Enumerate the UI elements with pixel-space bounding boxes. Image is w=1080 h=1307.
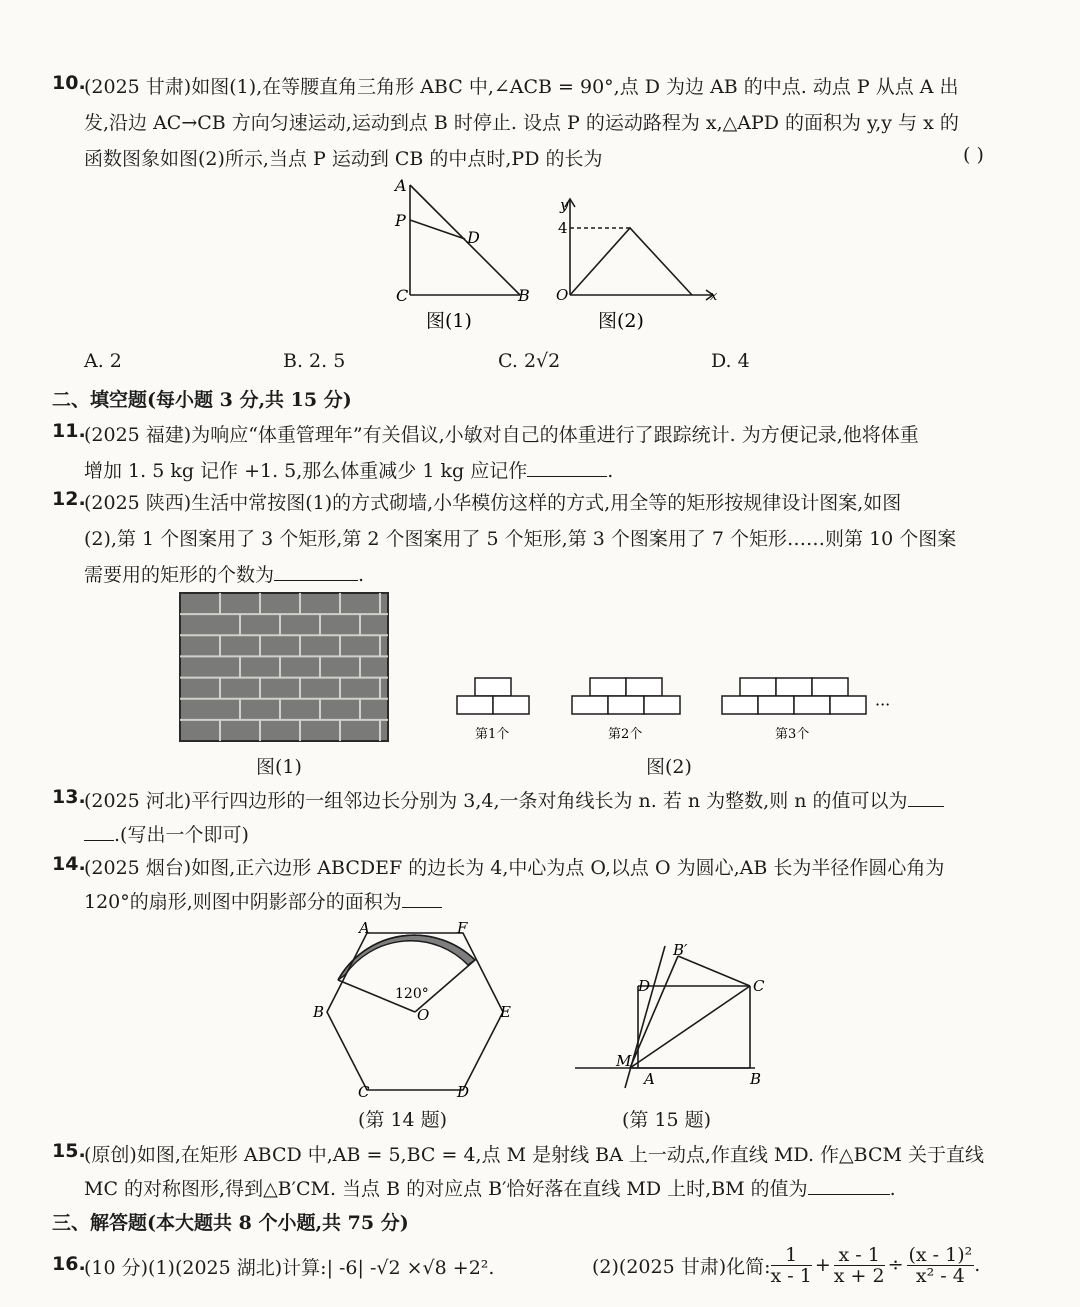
label-f: F [457,919,468,937]
q15-caption: (第 15 题) [622,1109,712,1131]
fraction-2-denominator: x + 2 [833,1264,885,1287]
label-c: C [753,977,765,995]
label-o: O [417,1006,430,1024]
function-graph [570,228,692,295]
q13-line2: .(写出一个即可) [114,824,249,846]
q15-number: 15. [52,1140,86,1162]
q16-number: 16. [52,1253,86,1275]
pattern3-bottom-rect [794,696,830,714]
fraction-3-denominator: x² - 4 [915,1264,965,1287]
pattern2-label: 第2个 [608,727,643,742]
pattern3-bottom-rect [830,696,866,714]
q10-answer-paren: ( ) [963,144,984,166]
q10-line1: (2025 甘肃)如图(1),在等腰直角三角形 ABC 中,∠ACB = 90°,点 D 为边 AB 的中点. 动点 P 从点 A 出 [84,76,959,98]
q10-number: 10. [52,72,86,94]
fraction-1-denominator: x - 1 [770,1264,812,1287]
q13-line1-wrap [84,786,944,813]
axis-x-label: x [710,289,718,304]
label-b: B [750,1070,762,1088]
q15-line2: MC 的对称图形,得到△B′CM. 当点 B 的对应点 B′恰好落在直线 MD 上时,BM 的值为 [84,1178,808,1200]
pattern3-label: 第3个 [775,727,810,742]
label-d: D [457,1083,470,1101]
q15-line1: (原创)如图,在矩形 ABCD 中,AB = 5,BC = 4,点 M 是射线 BA 上一动点,作直线 MD. 作△BCM 关于直线 [84,1144,985,1166]
q12-line1: (2025 陕西)生活中常按图(1)的方式砌墙,小华模仿这样的方式,用全等的矩形按规律设计图案,如图 [84,492,902,514]
label-a: A [644,1070,655,1088]
pattern3-bottom-rect [722,696,758,714]
fraction-1 [771,1245,812,1286]
label-b: B [518,286,530,305]
pattern2-top-rect [590,678,626,696]
side-ab [410,185,520,295]
pattern3-bottom-rect [758,696,794,714]
pattern2-bottom-rect [608,696,644,714]
pattern2-bottom-rect [572,696,608,714]
q14-line1: (2025 烟台)如图,正六边形 ABCDEF 的边长为 4,中心为点 O,以点 O 为圆心,AB 长为半径作圆心角为 [84,857,945,879]
pattern2-bottom-rect [644,696,680,714]
label-a: A [395,176,407,195]
q12-line3: 需要用的矩形的个数为 [84,564,275,586]
divide-sign: ÷ [887,1254,904,1276]
q12-line3-wrap [84,560,364,587]
label-d: D [467,228,480,247]
q11-line1: (2025 福建)为响应“体重管理年”有关倡议,小敏对自己的体重进行了跟踪统计. 为方便记录,他将体重 [84,424,919,446]
pattern1-bottom-rect [493,696,529,714]
q15-end: . [889,1178,896,1200]
tick-4-label: 4 [558,219,568,237]
q14-answer-blank[interactable] [402,891,442,908]
q15-figure [570,938,780,1093]
q11-end: . [607,460,614,482]
q15-line2-wrap [84,1174,896,1201]
q14-figure [305,915,525,1105]
q10-option-c: C. 2√2 [498,350,561,372]
fraction-3-numerator: (x - 1)² [908,1243,973,1266]
section-2-heading: 二、填空题(每小题 3 分,共 15 分) [52,389,352,411]
label-b: B [313,1003,325,1021]
fraction-1-numerator: 1 [771,1245,812,1266]
q10-option-a: A. 2 [84,350,122,372]
pattern-ellipsis: ··· [875,695,891,714]
q12-fig2-caption: 图(2) [646,756,692,778]
q16-end: . [974,1254,981,1276]
label-b-prime: B′ [673,941,688,959]
q13-answer-blank-cont[interactable] [84,824,114,841]
q13-number: 13. [52,786,86,808]
origin-label: O [556,286,569,304]
fraction-2 [834,1245,885,1286]
pattern1-bottom-rect [457,696,493,714]
pattern1-top-rect [475,678,511,696]
q10-figure-1 [390,175,540,340]
q10-option-d: D. 4 [711,350,750,372]
q12-number: 12. [52,488,86,510]
q10-fig2-caption: 图(2) [598,310,644,332]
q16-part2-label: (2)(2025 甘肃)化简: [592,1255,771,1278]
q10-line2: 发,沿边 AC→CB 方向匀速运动,运动到点 B 时停止. 设点 P 的运动路程为 x,△APD 的面积为 y,y 与 x 的 [84,112,959,134]
q13-line1: (2025 河北)平行四边形的一组邻边长分别为 3,4,一条对角线长为 n. 若 n 为整数,则 n 的值可以为 [84,790,908,812]
q14-line2-wrap [84,887,442,914]
label-a: A [359,919,370,937]
q10-figure-2 [552,190,732,340]
brick-wall-photo [180,593,388,741]
pattern3-top-rect [740,678,776,696]
plus-sign: + [814,1254,831,1276]
fraction-2-numerator: x - 1 [834,1245,885,1266]
pattern2-top-rect [626,678,662,696]
label-c: C [358,1083,370,1101]
pattern3-top-rect [776,678,812,696]
q12-fig1-caption: 图(1) [256,756,302,778]
q14-caption: (第 14 题) [358,1109,448,1131]
q15-answer-blank[interactable] [808,1178,890,1195]
pattern1-label: 第1个 [475,727,510,742]
segment-pd [410,220,465,239]
label-e: E [500,1003,511,1021]
q12-line2: (2),第 1 个图案用了 3 个矩形,第 2 个图案用了 5 个矩形,第 3 个图案用了 7 个矩形……则第 10 个图案 [84,528,957,550]
fraction-3 [907,1245,975,1286]
q16-part1: (10 分)(1)(2025 湖北)计算:| -6| -√2 ×√8 +2². [84,1257,495,1279]
label-p: P [395,211,406,230]
q12-pattern-figure [455,676,900,746]
axis-y-label: y [560,196,569,214]
q11-answer-blank[interactable] [527,460,607,477]
q10-option-b: B. 2. 5 [283,350,346,372]
segment-bprime-c [678,956,750,986]
q11-line2: 增加 1. 5 kg 记作 +1. 5,那么体重减少 1 kg 应记作 [84,460,528,482]
q10-line3: 函数图象如图(2)所示,当点 P 运动到 CB 的中点时,PD 的长为 [84,148,603,170]
q11-number: 11. [52,420,86,442]
q13-line2-wrap [84,820,249,847]
q10-fig1-caption: 图(1) [426,310,472,332]
q13-answer-blank[interactable] [908,790,944,807]
q14-line2: 120°的扇形,则图中阴影部分的面积为 [84,891,402,913]
pattern3-top-rect [812,678,848,696]
label-d: D [638,977,651,995]
q12-end: . [358,564,365,586]
shaded-region [338,935,475,980]
label-c: C [396,286,409,305]
angle-label: 120° [395,986,429,1002]
q16-part2 [592,1240,980,1290]
q12-answer-blank[interactable] [274,564,358,581]
q14-number: 14. [52,853,86,875]
q11-line2-wrap [84,456,613,483]
section-3-heading: 三、解答题(本大题共 8 个小题,共 75 分) [52,1212,409,1234]
label-m: M [616,1052,632,1070]
